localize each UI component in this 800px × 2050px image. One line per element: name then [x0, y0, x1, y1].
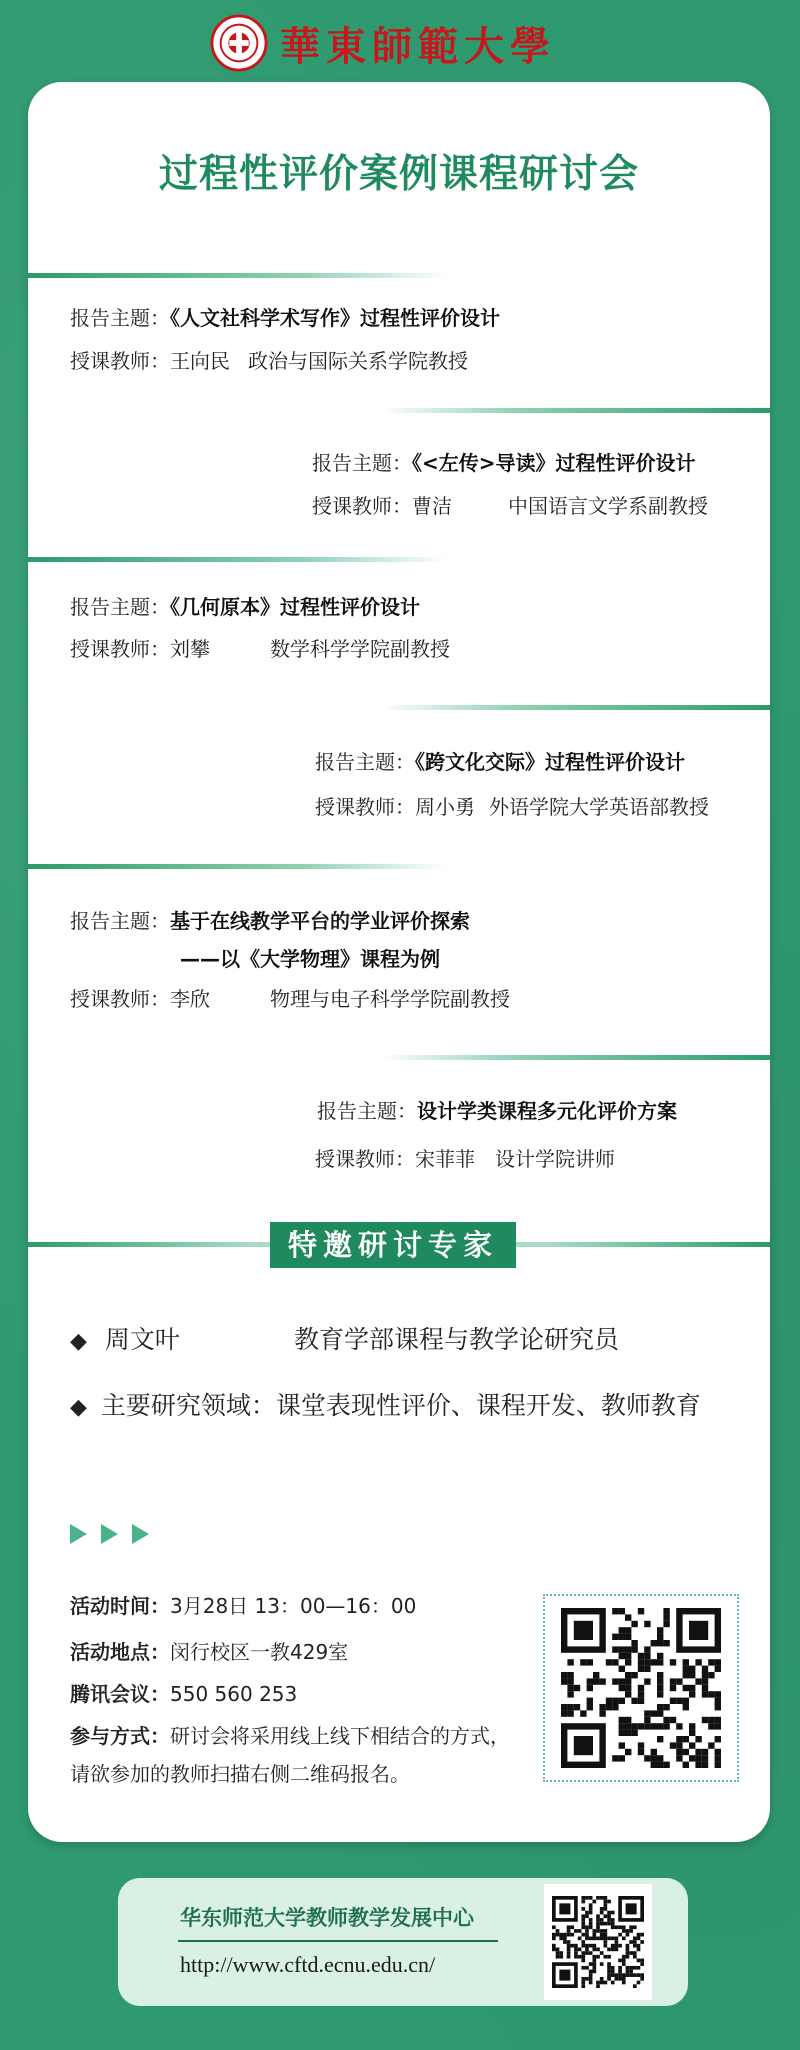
- session-3-topic: [70, 592, 420, 622]
- teacher-label: 授课教师：: [315, 795, 415, 819]
- topic-title: 《<左传>导读》过程性评价设计: [412, 451, 696, 475]
- teacher-label: 授课教师：: [70, 987, 170, 1011]
- teacher-name: 宋菲菲: [415, 1147, 475, 1171]
- topic-title: 《几何原本》过程性评价设计: [170, 595, 420, 619]
- section-divider: [380, 1055, 770, 1060]
- teacher-name: 李欣: [170, 987, 210, 1011]
- event-join-line2: 请欲参加的教师扫描右侧二维码报名。: [70, 1762, 410, 1786]
- teacher-name: 曹洁: [412, 494, 452, 518]
- session-6-topic: [317, 1096, 677, 1126]
- event-time: [70, 1590, 416, 1619]
- topic-label: 报告主题：: [70, 306, 170, 330]
- place-label: 活动地点：: [70, 1640, 170, 1664]
- page-title: 过程性评价案例课程研讨会: [158, 152, 639, 197]
- teacher-title: 物理与电子科学学院副教授: [270, 987, 510, 1011]
- join-text: 研讨会将采用线上线下相结合的方式，: [170, 1724, 510, 1748]
- topic-label: 报告主题：: [317, 1099, 417, 1123]
- teacher-name: 王向民: [170, 349, 230, 373]
- diamond-bullet-icon: ◆: [70, 1395, 87, 1420]
- time-label: 活动时间：: [70, 1594, 170, 1618]
- university-logo: [210, 8, 556, 78]
- meeting-id: 550 560 253: [170, 1682, 298, 1706]
- topic-title: 设计学类课程多元化评价方案: [417, 1099, 677, 1123]
- section-divider: [28, 273, 448, 278]
- expert-name: 周文叶: [104, 1325, 180, 1354]
- play-arrow-icon: [101, 1524, 118, 1544]
- session-1-topic: [70, 303, 500, 333]
- footer-divider: [178, 1940, 498, 1942]
- teacher-title: 中国语言文学系副教授: [508, 494, 708, 518]
- meeting-label: 腾讯会议：: [70, 1682, 170, 1706]
- join-label: 参与方式：: [70, 1724, 170, 1748]
- time-value: 3月28日 13：00—16：00: [170, 1594, 417, 1618]
- session-2-topic: [312, 448, 696, 478]
- session-1-teacher: [70, 346, 468, 376]
- registration-qr-frame[interactable]: [543, 1594, 739, 1782]
- teacher-label: 授课教师：: [315, 1147, 415, 1171]
- topic-label: 报告主题：: [315, 750, 415, 774]
- session-3-teacher: [70, 634, 450, 664]
- teacher-label: 授课教师：: [312, 494, 412, 518]
- ecnu-seal-icon: [210, 14, 268, 72]
- footer-qr-frame[interactable]: [544, 1884, 652, 2000]
- expert-section-badge: 特邀研讨专家: [270, 1222, 516, 1268]
- topic-label: 报告主题：: [70, 909, 170, 933]
- topic-title: 《跨文化交际》过程性评价设计: [415, 750, 685, 774]
- section-divider: [380, 408, 770, 413]
- session-6-teacher: [315, 1144, 615, 1174]
- expert-research-row: [70, 1386, 701, 1422]
- topic-label: 报告主题：: [70, 595, 170, 619]
- footer-qr-code-icon[interactable]: [552, 1896, 644, 1988]
- place-value: 闵行校区一教429室: [170, 1640, 349, 1664]
- teacher-label: 授课教师：: [70, 637, 170, 661]
- teacher-title: 设计学院讲师: [495, 1147, 615, 1171]
- research-label: 主要研究领域：: [100, 1391, 276, 1420]
- session-4-topic: [315, 747, 685, 777]
- expert-position: 教育学部课程与教学论研究员: [294, 1325, 620, 1354]
- registration-qr-code-icon[interactable]: [561, 1608, 721, 1768]
- session-2-teacher: [312, 491, 708, 521]
- teacher-name: 周小勇: [415, 795, 475, 819]
- footer-url-link[interactable]: http://www.cftd.ecnu.edu.cn/: [180, 1952, 436, 1977]
- teacher-title: 外语学院大学英语部教授: [489, 795, 709, 819]
- topic-title: 基于在线教学平台的学业评价探索: [170, 909, 470, 933]
- play-arrow-icon: [132, 1524, 149, 1544]
- event-meeting: [70, 1678, 297, 1707]
- play-arrow-icon: [70, 1524, 87, 1544]
- topic-label: 报告主题：: [312, 451, 412, 475]
- arrows-icon: [70, 1524, 149, 1544]
- section-divider: [28, 864, 448, 869]
- event-join: [70, 1720, 510, 1749]
- research-fields: 课堂表现性评价、课程开发、教师教育: [275, 1391, 701, 1420]
- session-5-topic: [70, 906, 470, 936]
- teacher-label: 授课教师：: [70, 349, 170, 373]
- section-divider: [380, 705, 770, 710]
- footer-org-name: 华东师范大学教师教学发展中心: [180, 1906, 474, 1930]
- session-5-topic-line2: ——以《大学物理》课程为例: [180, 947, 440, 971]
- teacher-title: 数学科学学院副教授: [270, 637, 450, 661]
- teacher-title: 政治与国际关系学院教授: [248, 349, 468, 373]
- university-name: 華東師範大學: [280, 22, 556, 70]
- expert-name-row: [70, 1320, 180, 1356]
- section-divider: [28, 557, 448, 562]
- session-5-teacher: [70, 984, 510, 1014]
- teacher-name: 刘攀: [170, 637, 210, 661]
- event-place: [70, 1636, 348, 1665]
- session-4-teacher: [315, 792, 709, 822]
- topic-title: 《人文社科学术写作》过程性评价设计: [170, 306, 500, 330]
- diamond-bullet-icon: ◆: [70, 1329, 87, 1354]
